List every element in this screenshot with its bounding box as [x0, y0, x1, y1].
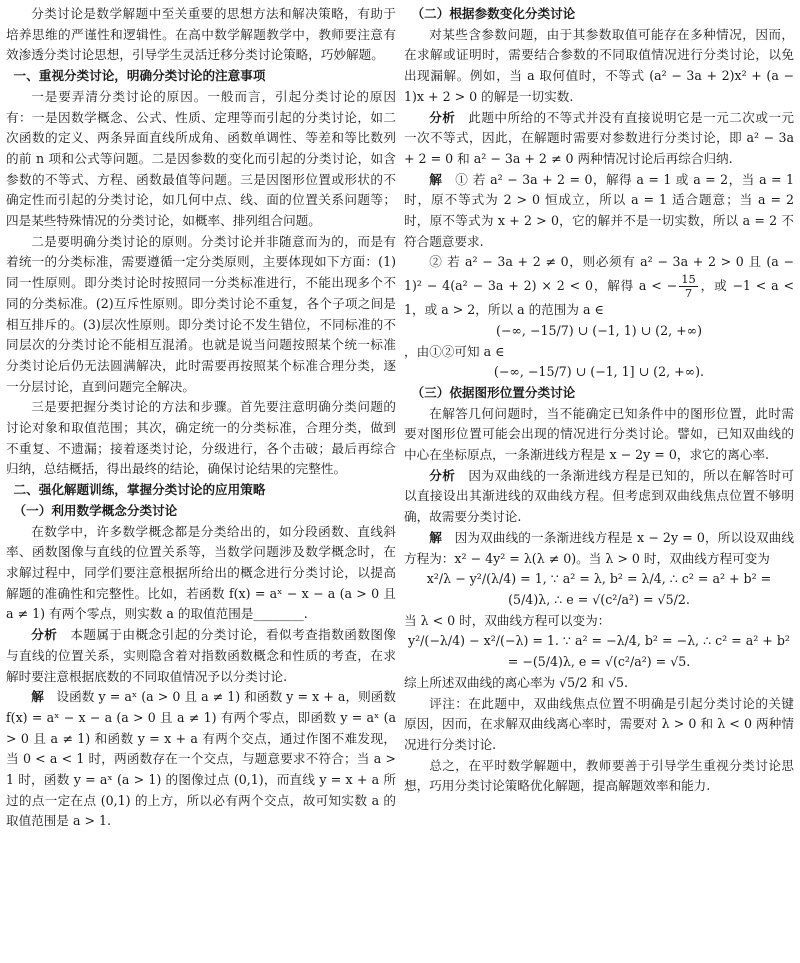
summary-paragraph: 总之，在平时数学解题中，教师要善于引导学生重视分类讨论思想，巧用分类讨论策略优化解题，提高解题效率和能力. [404, 757, 794, 794]
solution-text-2a: ① 若 a² − 3a + 2 = 0，解得 a = 1 或 a = 2，当 a = 1 时，原不等式为 2 > 0 恒成立，所以 a = 1 适合题意；当 a = 2 时，原不等式为 x + 2 > 0，它的解并不是一切实数，所以 a = 2 不符合题意要求. [404, 171, 794, 249]
right-column [404, 4, 794, 963]
solution-paragraph-2b [404, 252, 794, 320]
equation-case-positive: x²/λ − y²/(λ/4) = 1, ∵ a² = λ, b² = λ/4, ∴ c² = a² + b² = (5/4)λ, ∴ e = √(c²/a²) = √5/2. [426, 571, 772, 607]
comment-paragraph: 评注：在此题中，双曲线焦点位置不明确是引起分类讨论的关键原因，因而，在求解双曲线离心率时，需要对 λ > 0 和 λ < 0 两种情况进行分类讨论. [404, 695, 794, 752]
solution-paragraph-3 [404, 528, 794, 569]
paragraph-text: 本题属于由概念引起的分类讨论，看似考查指数函数图像与直线的位置关系，实则隐含着对指数函数概念和性质的考查，在求解时要注意根据底数的不同取值情况予以分类讨论. [6, 627, 396, 684]
labeled-paragraph [6, 687, 396, 832]
solution-text-2b-part3: ，由①②可知 a ∈ [404, 343, 505, 359]
section-heading-parameter: （二）根据参数变化分类讨论 [411, 6, 576, 21]
fraction-denominator: 7 [684, 286, 693, 301]
range-set-2: (−∞, −15/7) ∪ (−1, 1] ∪ (2, +∞). [493, 364, 705, 380]
paragraph-label: 分析 [31, 627, 58, 643]
solution-label-3: 解 [429, 529, 442, 545]
equation-case-negative: y²/(−λ/4) − x²/(−λ) = 1. ∵ a² = −λ/4, b² = −λ, ∴ c² = a² + b² = −(5/4)λ, e = √(c²/a²) = √5. [408, 633, 790, 670]
body-paragraph: 分类讨论是数学解题中至关重要的思想方法和解决策略，有助于培养思维的严谨性和逻辑性。在高中数学解题教学中，教师要注意有效渗透分类讨论思想，引导学生灵活迁移分类讨论策略，巧妙解题。 [6, 6, 396, 63]
conclusion-line: 综上所述双曲线的离心率为 √5/2 和 √5. [404, 674, 629, 690]
analysis-paragraph-3 [404, 466, 794, 528]
solution-text-2b-part1: ② 若 a² − 3a + 2 ≠ 0，则必须有 a² − 3a + 2 > 0 且 (a − 1)² − 4(a² − 3a + 2) × 2 < 0，解得 a < − [404, 254, 794, 294]
body-paragraph: 三是要把握分类讨论的方法和步骤。首先要注意明确分类问题的讨论对象和取值范围；其次，确定统一的分类标准，合理分类，做到不重复、不遗漏；接着逐类讨论，分级进行，各个击破；最后再综合归纳，总结概括，得出最终的结论，确保讨论结果的完整性。 [6, 399, 396, 477]
solution-text-2b-part2: ，或 −1 < a < 1，或 a > 2，所以 a 的范围为 a ∈ [404, 278, 794, 318]
solution-text-3b-line [404, 611, 794, 632]
paragraph-text: 设函数 y = aˣ (a > 0 且 a ≠ 1) 和函数 y = x + a，则函数 f(x) = aˣ − x − a (a > 0 且 a ≠ 1) 有两个零点，即函数 y = aˣ (a > 0 且 a ≠ 1) 和函数 y = x + a 有两个交点，通过作图不难发现，当 0 < a < 1 时，两函数存在一个交点，与题意要求不符合；当 a > 1 时，函数 y = aˣ (a > 1) 的图像过点 (0,1)，而直线 y = x + a 所过的点一定在点 (0,1) 的上方，所以必有两个交点，故可知实数 a 的取值范围是 a > 1. [6, 689, 396, 829]
solution-paragraph-2a [404, 170, 794, 253]
analysis-text-3: 因为双曲线的一条渐进线方程是已知的，所以在解答时可以直接设出其渐进线的双曲线方程。但考虑到双曲线焦点位置不够明确，故需要分类讨论. [404, 467, 794, 525]
analysis-label-3: 分析 [429, 467, 456, 483]
solution-text-2b-part3-line [404, 342, 794, 363]
solution-text-3a: 因为双曲线的一条渐进线方程是 x − 2y = 0，所以设双曲线方程为：x² − 4y² = λ(λ ≠ 0)。当 λ > 0 时，双曲线方程可变为 [404, 529, 794, 566]
paragraph-parameter-intro: 对某些含参数问题，由于其参数取值可能存在多种情况，因而，在求解或证明时，需要结合参数的不同取值情况进行分类讨论，以免出现漏解。例如，当 a 取何值时，不等式 (a² − 3a + 2)x² + (a − 1)x + 2 > 0 的解是一切实数. [404, 26, 794, 104]
analysis-text-2: 此题中所给的不等式并没有直接说明它是一元二次或一元一次不等式，因此，在解题时需要对参数进行分类讨论，即 a² − 3a + 2 = 0 和 a² − 3a + 2 ≠ 0 两种情况讨论后再综合归纳. [404, 109, 794, 166]
body-paragraph: 一是要弄清分类讨论的原因。一般而言，引起分类讨论的原因有：一是因数学概念、公式、性质、定理等而引起的分类讨论，如二次函数的定义、两条异面直线所成角、函数单调性、等差和等比数列的前 n 项和公式等问题。二是因参数的变化而引起的分类讨论，如含参数的不等式、方程、函数最值等问题。三是因图形位置或形状的不确定性而引起的分类讨论，如几何中点、线、面的位置关系问题等；四是某些特殊情况的分类讨论，如概率、排列组合问题。 [6, 88, 396, 229]
fraction-numerator: 15 [681, 272, 696, 287]
analysis-label: 分析 [429, 109, 456, 125]
section-heading-geometry: （三）依据图形位置分类讨论 [411, 384, 576, 400]
body-paragraph: 二是要明确分类讨论的原则。分类讨论并非随意而为的，而是有着统一的分类标准，需要遵循一定分类原则，主要体现如下方面：(1)同一性原则。即分类讨论时按照同一分类标准进行，不能出现多个不同的分类标准。(2)互斥性原则。即分类讨论不重复，各个子项之间是相互排斥的。(3)层次性原则。即分类讨论不发生错位，不同标准的不同层次的分类讨论不能相互混淆。也就是说当问题按照某个统一标准分类讨论后仍无法圆满解决，此时需要再按照某个标准合理分类，逐一分层讨论，直到问题完全解决。 [6, 233, 396, 394]
paragraph-geometry-intro: 在解答几何问题时，当不能确定已知条件中的图形位置，此时需要对图形位置可能会出现的情况进行分类讨论。譬如，已知双曲线的中心在坐标原点，一条渐进线方程是 x − 2y = 0，求它的离心率. [404, 405, 794, 463]
analysis-paragraph-2 [404, 108, 794, 170]
paragraph-label: 解 [31, 689, 44, 705]
fraction-15-over-7 [679, 273, 698, 300]
solution-text-3b: 当 λ < 0 时，双曲线方程可以变为： [404, 612, 611, 628]
section-heading: 二、强化解题训练，掌握分类讨论的应用策略 [13, 482, 266, 498]
labeled-paragraph [6, 625, 396, 687]
range-set-1: (−∞, −15/7) ∪ (−1, 1) ∪ (2, +∞) [495, 322, 703, 338]
section-heading: （一）利用数学概念分类讨论 [13, 502, 178, 518]
body-paragraph: 在数学中，许多数学概念都是分类给出的，如分段函数、直线斜率、函数图像与直线的位置关系等，当数学问题涉及数学概念时，在求解过程中，同学们要注意根据所给出的概念进行分类讨论，以提高解题的准确性和完整性。比如，若函数 f(x) = aˣ − x − a (a > 0 且 a ≠ 1) 有两个零点，则实数 a 的取值范围是________. [6, 523, 396, 622]
solution-label: 解 [429, 171, 443, 187]
left-column [6, 4, 396, 963]
section-heading: 一、重视分类讨论，明确分类讨论的注意事项 [13, 68, 266, 84]
